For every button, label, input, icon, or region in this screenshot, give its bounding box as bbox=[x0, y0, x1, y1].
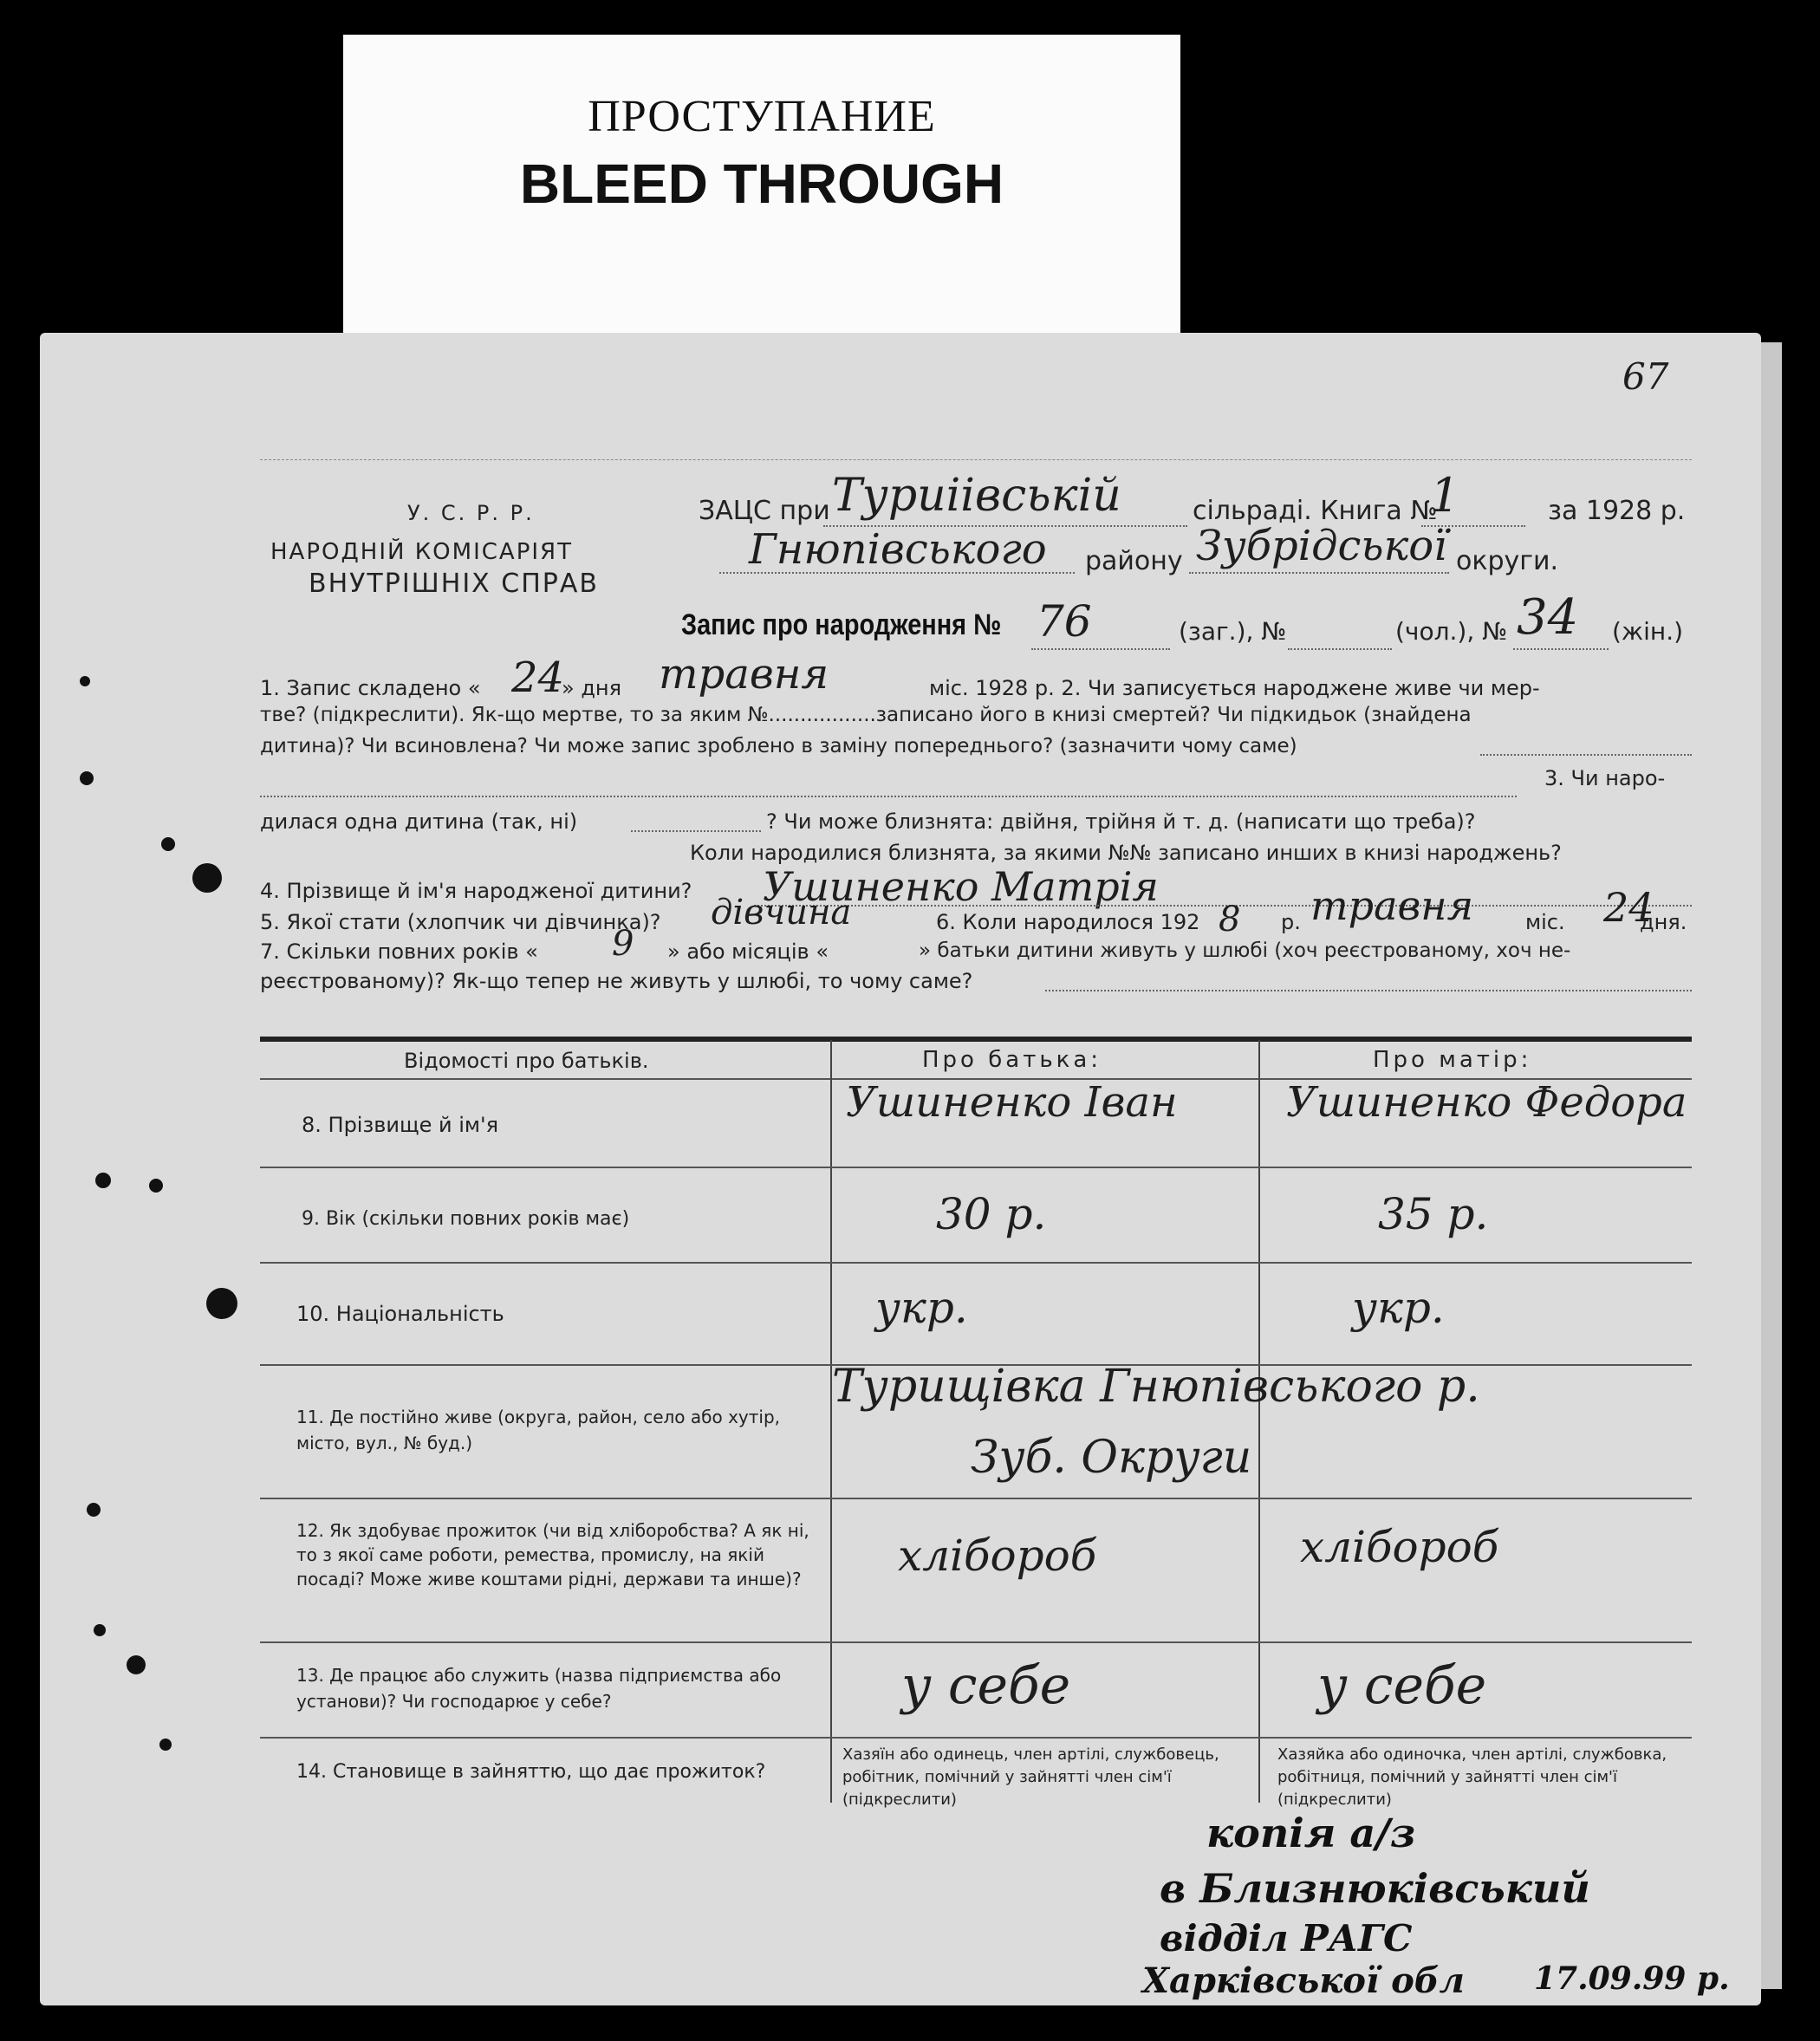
okrug-line bbox=[1189, 572, 1449, 574]
copy-stamp-line-1: копія а/з bbox=[1206, 1810, 1416, 1856]
mother-name: Ушиненко Федора bbox=[1286, 1078, 1687, 1127]
line-1-end: міс. 1928 р. 2. Чи записується народжене живе чи мер- bbox=[929, 676, 1540, 700]
record-number-handwritten: 76 bbox=[1037, 596, 1092, 647]
line-9-start: 7. Скільки повних років « bbox=[260, 939, 538, 964]
row-label-name: 8. Прізвище й ім'я bbox=[302, 1113, 499, 1137]
table-col-divider-2 bbox=[1258, 1040, 1260, 1803]
father-name: Ушиненко Іван bbox=[846, 1078, 1178, 1127]
line-4: 3. Чи наро- bbox=[1544, 766, 1666, 790]
mother-residence: Зуб. Округи bbox=[971, 1432, 1252, 1484]
line-7: 4. Прізвище й ім'я народженої дитини? bbox=[260, 879, 692, 903]
village-handwritten: Туриіівській bbox=[832, 470, 1121, 522]
mother-livelihood: хлібороб bbox=[1300, 1522, 1499, 1572]
father-livelihood: хлібороб bbox=[898, 1531, 1097, 1581]
okrug-handwritten: Зубрідської bbox=[1196, 522, 1447, 570]
line-8-r: р. bbox=[1281, 910, 1301, 934]
line-8-end: дня. bbox=[1640, 910, 1687, 934]
punch-hole bbox=[149, 1179, 163, 1193]
row-label-livelihood bbox=[296, 1518, 825, 1591]
line-8-mis: міс. bbox=[1525, 910, 1565, 934]
day2-handwritten: 24 bbox=[1603, 884, 1654, 931]
day-handwritten: 24 bbox=[511, 653, 565, 702]
line-10-fill bbox=[1045, 990, 1692, 991]
punch-hole bbox=[87, 1503, 101, 1517]
col-header-mother: Про матір: bbox=[1373, 1047, 1532, 1073]
line-6: Коли народилися близнята, за якими №№ записано инших в книзі народжень? bbox=[690, 841, 1562, 865]
mother-age: 35 р. bbox=[1378, 1189, 1489, 1239]
record-zhin-line bbox=[1513, 648, 1609, 650]
record-zhin-label: (жін.) bbox=[1612, 617, 1684, 646]
top-rule bbox=[260, 459, 1692, 460]
rayon-label: району bbox=[1085, 546, 1183, 576]
zags-label: ЗАЦС при bbox=[699, 496, 830, 526]
record-title: Запис про народження № bbox=[681, 608, 1002, 641]
father-employment-text: Хазяїн або одинець, член артілі, службовець, робітник, помічний у зайнятті член сім'ї (підкреслити) bbox=[842, 1745, 1219, 1809]
row-rule bbox=[260, 1262, 1692, 1264]
line-4-fill bbox=[260, 796, 1517, 797]
page-edge bbox=[1759, 342, 1782, 1989]
nkvs-line-2: ВНУТРІШНІХ СПРАВ bbox=[309, 569, 599, 599]
col-header-info: Відомості про батьків. bbox=[404, 1049, 649, 1073]
punch-hole bbox=[192, 863, 222, 893]
year-label: за 1928 р. bbox=[1548, 496, 1686, 526]
record-chol-line bbox=[1288, 648, 1392, 650]
book-number-handwritten: 1 bbox=[1430, 468, 1460, 523]
father-nationality: укр. bbox=[875, 1283, 968, 1333]
month2-handwritten: травня bbox=[1310, 882, 1474, 929]
copy-stamp-line-4: Харківської обл bbox=[1142, 1960, 1465, 2001]
table-top-rule bbox=[260, 1037, 1692, 1042]
row-rule bbox=[260, 1641, 1692, 1643]
line-1-mid: » дня bbox=[562, 676, 622, 700]
copy-stamp-line-3: відділ РАГС bbox=[1160, 1917, 1413, 1960]
record-number-line bbox=[1031, 648, 1170, 650]
line-5b: ? Чи може близнята: двійня, трійня й т. д. (написати що треба)? bbox=[766, 809, 1476, 834]
mother-workplace: у себе bbox=[1317, 1655, 1487, 1716]
child-name-handwritten: Ушиненко Матрія bbox=[763, 863, 1159, 910]
rayon-line bbox=[719, 572, 1075, 574]
record-zag-label: (заг.), № bbox=[1179, 617, 1287, 646]
label-russian: ПРОСТУПАНИЕ bbox=[588, 92, 936, 141]
silrada-label: сільраді. Книга № bbox=[1193, 496, 1438, 526]
line-9-end: » батьки дитини живуть у шлюбі (хоч реєстрованому, хоч не- bbox=[919, 939, 1571, 962]
father-residence: Турищівка Гнюпівського р. bbox=[832, 1361, 1480, 1413]
employment-label-text: 14. Становище в зайняттю, що дає прожиток? bbox=[296, 1761, 766, 1783]
mother-nationality: укр. bbox=[1352, 1283, 1445, 1333]
line-2: тве? (підкреслити). Як-що мертве, то за яким №.................записано його в книзі смертей? Чи підкидьок (знайдена bbox=[260, 704, 1472, 726]
record-chol-label: (чол.), № bbox=[1395, 617, 1508, 646]
month-handwritten: травня bbox=[659, 650, 829, 699]
bleed-through-card bbox=[343, 35, 1180, 335]
nkvs-line-1: НАРОДНІЙ КОМІСАРІЯТ bbox=[270, 539, 573, 565]
row-label-nationality: 10. Національність bbox=[296, 1302, 504, 1326]
years-handwritten: 9 bbox=[612, 924, 634, 964]
label-english: BLEED THROUGH bbox=[519, 153, 1004, 215]
line-5-fill bbox=[631, 830, 761, 832]
workplace-label-text: 13. Де працює або служить (назва підприємства або установи)? Чи господарює у себе? bbox=[296, 1665, 782, 1712]
copy-stamp-line-2: в Близнюківський bbox=[1160, 1865, 1590, 1912]
line-3: дитина)? Чи всиновлена? Чи може запис зроблено в заміну попереднього? (зазначити чому саме) bbox=[260, 735, 1297, 757]
punch-hole bbox=[80, 771, 94, 785]
line-8-start: 5. Якої стати (хлопчик чи дівчинка)? bbox=[260, 910, 661, 934]
row-rule bbox=[260, 1737, 1692, 1739]
mother-employment-text: Хазяйка або одиночка, член артілі, службовка, робітниця, помічний у зайнятті член сім'ї (підкреслити) bbox=[1277, 1745, 1667, 1809]
punch-hole bbox=[206, 1288, 237, 1319]
punch-hole bbox=[161, 837, 175, 851]
residence-label-text: 11. Де постійно живе (округа, район, село або хутір, місто, вул., № буд.) bbox=[296, 1407, 780, 1453]
punch-hole bbox=[80, 676, 90, 686]
punch-hole bbox=[95, 1173, 111, 1188]
line-3-fill bbox=[1480, 754, 1692, 756]
father-workplace: у себе bbox=[901, 1655, 1071, 1716]
line-5: дилася одна дитина (так, ні) bbox=[260, 809, 578, 834]
line-1-start: 1. Запис складено « bbox=[260, 676, 481, 700]
punch-hole bbox=[159, 1739, 172, 1751]
year-digit-handwritten: 8 bbox=[1219, 900, 1241, 939]
line-8-mid: 6. Коли народилося 192 bbox=[936, 910, 1200, 934]
record-zhin-handwritten: 34 bbox=[1517, 589, 1579, 646]
ussr-label: У. С. Р. Р. bbox=[407, 501, 535, 525]
row-label-employment bbox=[296, 1759, 825, 1785]
line-9-mid: » або місяців « bbox=[667, 939, 829, 964]
father-employment-options bbox=[842, 1744, 1250, 1811]
punch-hole bbox=[127, 1655, 146, 1674]
line-10: реєстрованому)? Як-що тепер не живуть у шлюбі, то чому саме? bbox=[260, 969, 973, 993]
row-label-residence bbox=[296, 1404, 816, 1456]
col-header-father: Про батька: bbox=[922, 1047, 1102, 1073]
row-label-age: 9. Вік (скільки повних років має) bbox=[302, 1208, 630, 1230]
father-age: 30 р. bbox=[936, 1189, 1047, 1239]
okrug-label: округи. bbox=[1456, 546, 1559, 576]
sex-handwritten: дівчина bbox=[711, 893, 852, 933]
row-rule bbox=[260, 1498, 1692, 1499]
rayon-handwritten: Гнюпівського bbox=[749, 525, 1047, 574]
punch-hole bbox=[94, 1624, 106, 1636]
table-col-divider-1 bbox=[830, 1040, 832, 1803]
row-label-workplace bbox=[296, 1662, 825, 1714]
copy-stamp-date: 17.09.99 р. bbox=[1534, 1960, 1730, 1997]
page-number: 67 bbox=[1622, 355, 1669, 398]
row-rule bbox=[260, 1167, 1692, 1168]
livelihood-label-text: 12. Як здобуває прожиток (чи від хліборобства? А як ні, то з якої саме роботи, ремества, промислу, на якій посаді? Може живе коштами рідні, держави та инше)? bbox=[296, 1520, 809, 1589]
mother-employment-options bbox=[1277, 1744, 1692, 1811]
